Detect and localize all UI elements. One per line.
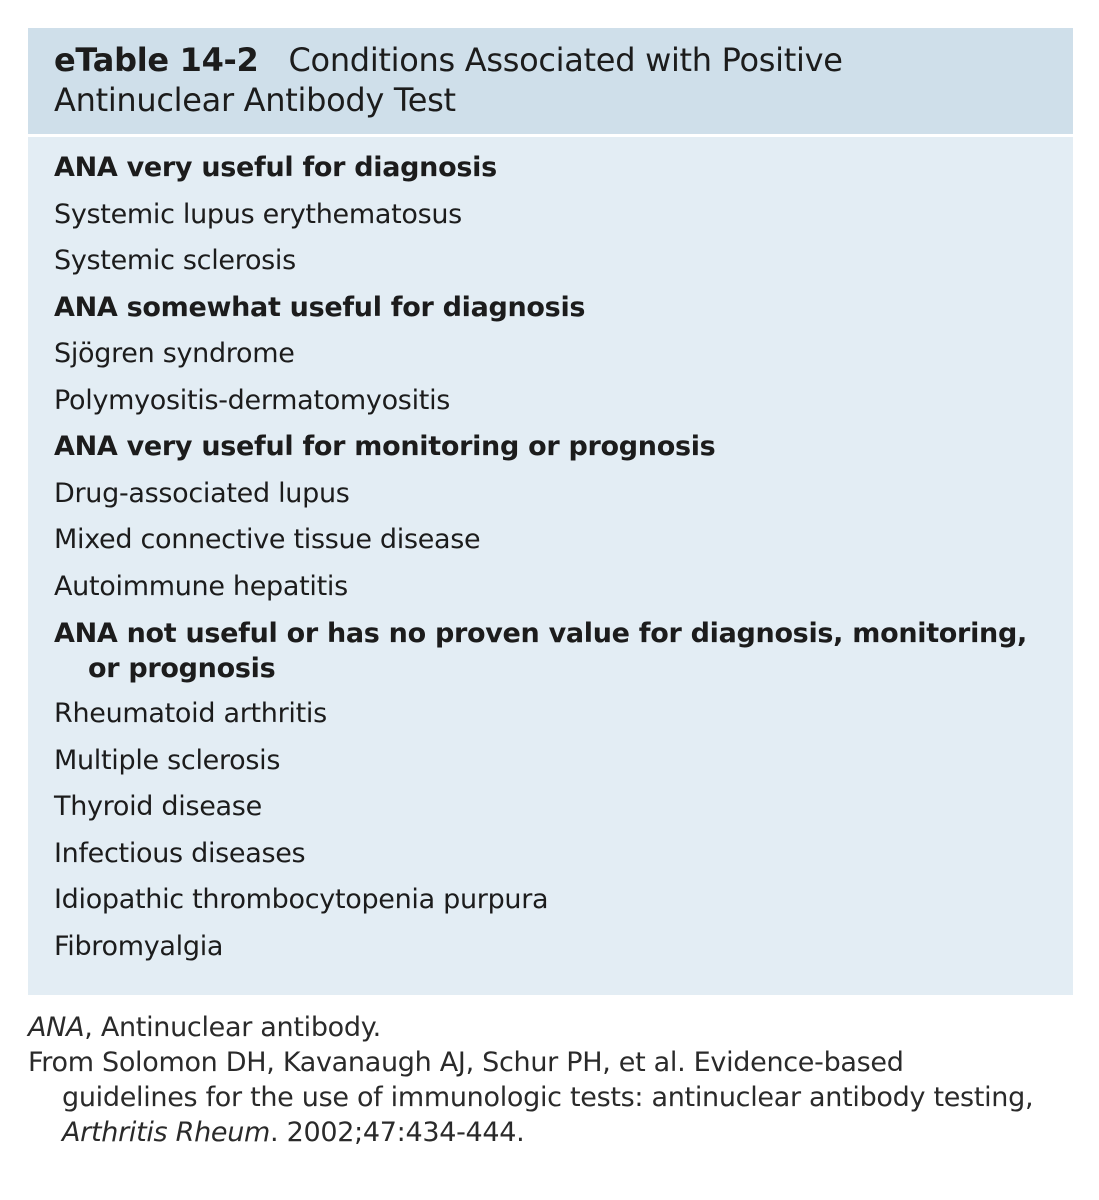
table-title-line-2: Antinuclear Antibody Test bbox=[54, 81, 456, 119]
condition-item: Idiopathic thrombocytopenia purpura bbox=[54, 884, 549, 915]
condition-item: Systemic sclerosis bbox=[54, 245, 296, 276]
condition-item: Mixed connective tissue disease bbox=[54, 524, 481, 555]
abbreviation-footnote bbox=[28, 1010, 1073, 1045]
section-heading: ANA very useful for diagnosis bbox=[54, 152, 497, 183]
section-heading-line-2: or prognosis bbox=[88, 653, 276, 684]
condition-item: Multiple sclerosis bbox=[54, 744, 281, 776]
section-heading bbox=[54, 610, 1053, 691]
table-container bbox=[28, 28, 1073, 995]
condition-item: Systemic lupus erythematosus bbox=[54, 198, 462, 230]
table-number: eTable 14-2 bbox=[54, 41, 259, 79]
section-heading: ANA very useful for monitoring or prognosis bbox=[54, 431, 716, 462]
table-footnotes bbox=[28, 1010, 1073, 1150]
section-heading: ANA somewhat useful for diagnosis bbox=[54, 291, 586, 323]
table-header bbox=[28, 28, 1073, 134]
condition-item: Drug-associated lupus bbox=[54, 477, 350, 509]
condition-item: Polymyositis-dermatomyositis bbox=[54, 384, 451, 416]
condition-item: Fibromyalgia bbox=[54, 930, 224, 962]
condition-item: Sjögren syndrome bbox=[54, 338, 295, 369]
citation-details: . 2002;47:434-444. bbox=[270, 1117, 525, 1148]
table-title-text: Conditions Associated with Positive bbox=[288, 41, 843, 79]
source-citation-line-1: From Solomon DH, Kavanaugh AJ, Schur PH, et al. Evidence-based bbox=[28, 1047, 904, 1078]
table-title-line-1 bbox=[54, 40, 1047, 80]
journal-name: Arthritis Rheum bbox=[62, 1117, 271, 1148]
section-heading-line-1: ANA not useful or has no proven value for diagnosis, monitoring, bbox=[54, 618, 1027, 649]
abbreviation-definition: , Antinuclear antibody. bbox=[84, 1012, 381, 1043]
abbreviation-term: ANA bbox=[28, 1012, 85, 1043]
condition-item: Infectious diseases bbox=[54, 837, 306, 869]
condition-item: Thyroid disease bbox=[54, 791, 262, 822]
condition-item: Rheumatoid arthritis bbox=[54, 698, 327, 729]
source-citation-line-3 bbox=[28, 1115, 1073, 1150]
source-citation-line-2: guidelines for the use of immunologic tests: antinuclear antibody testing, bbox=[62, 1082, 1034, 1113]
table-body bbox=[28, 137, 1073, 995]
condition-item: Autoimmune hepatitis bbox=[54, 570, 348, 602]
